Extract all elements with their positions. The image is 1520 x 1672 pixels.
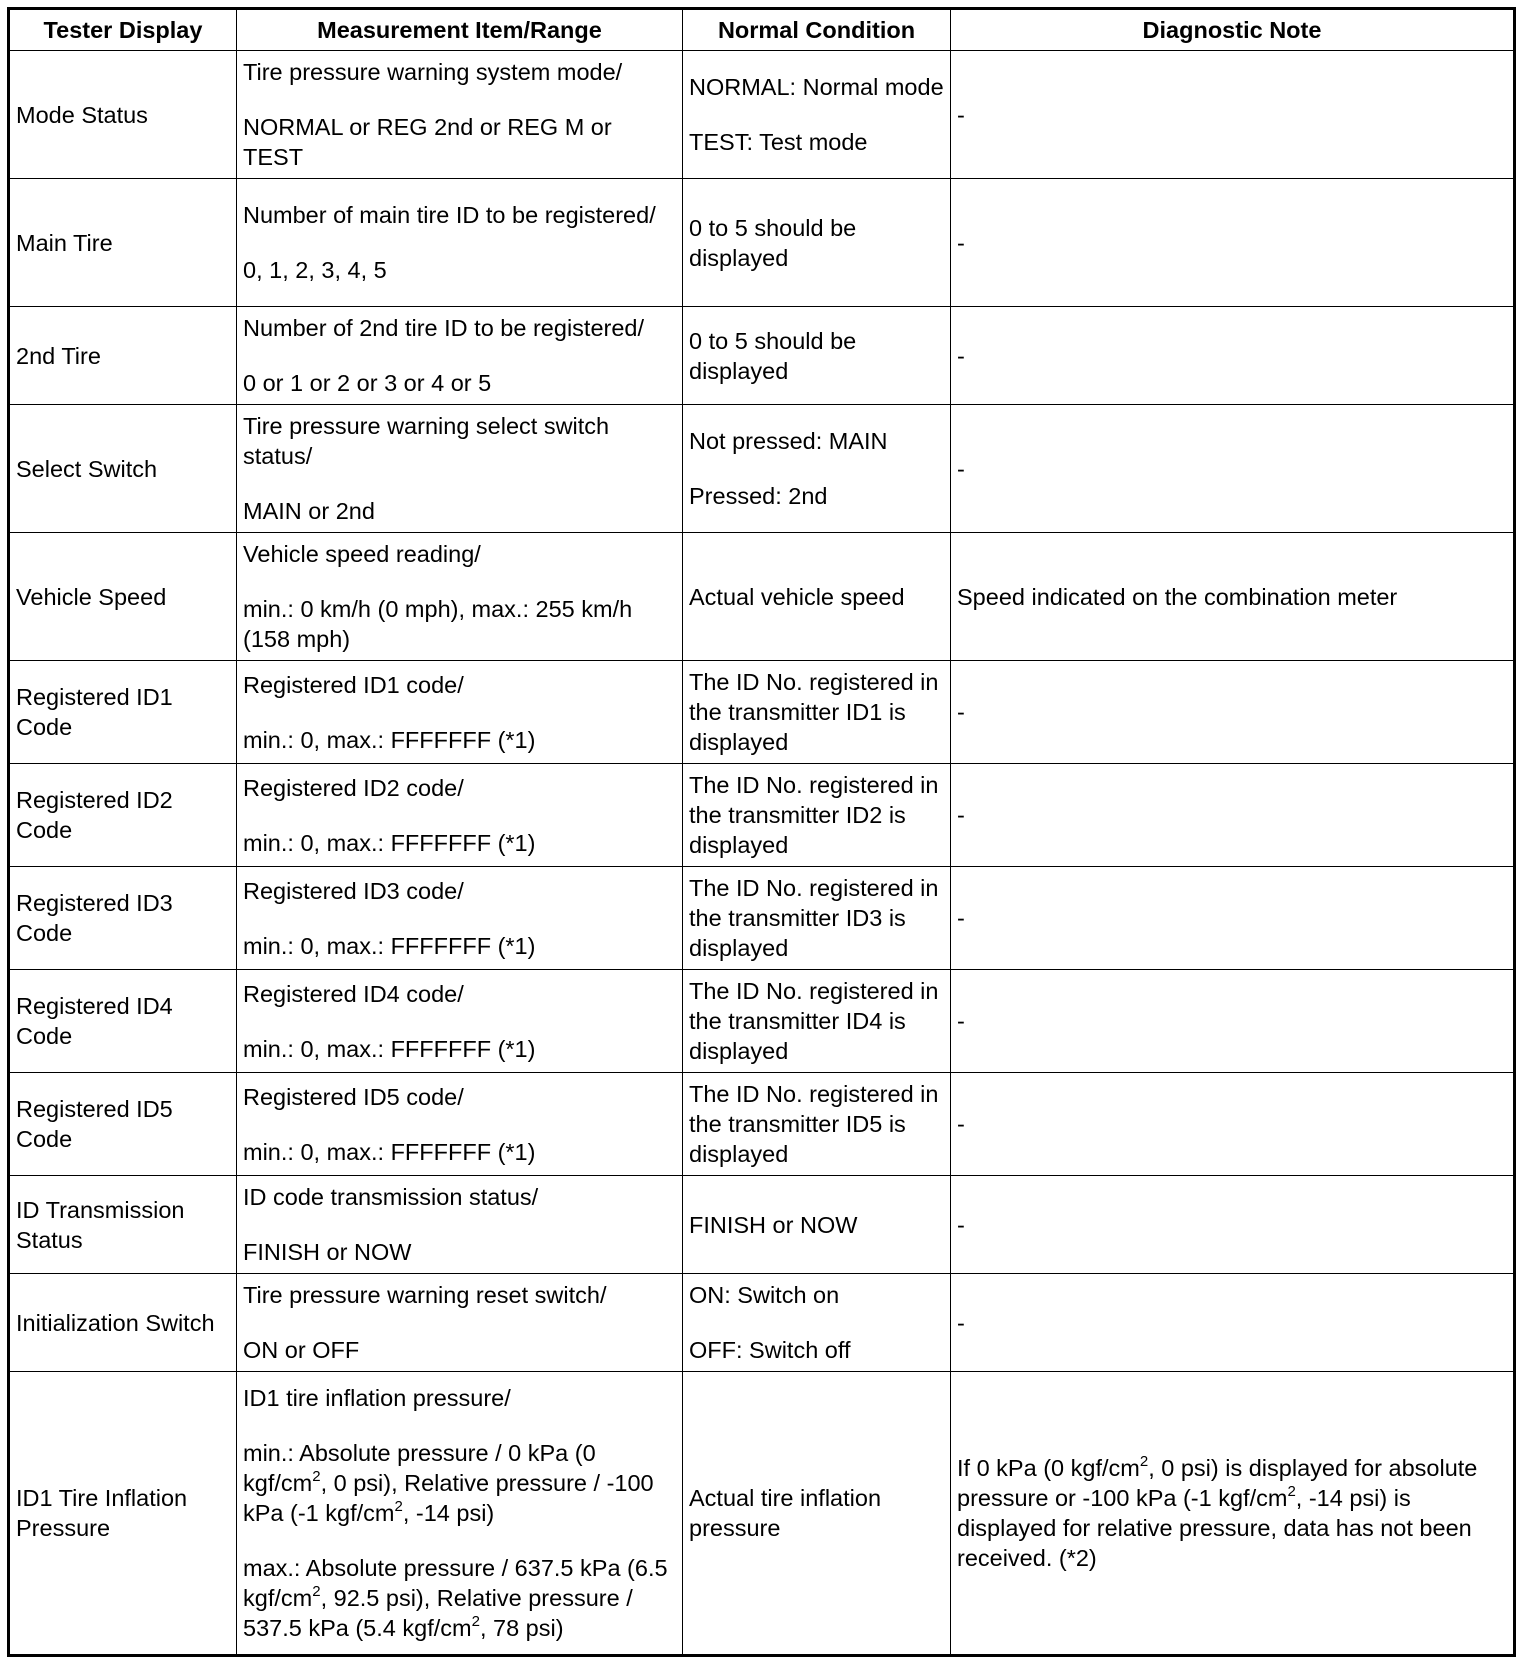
measurement-range: 0, 1, 2, 3, 4, 5 <box>243 257 387 283</box>
normal-condition-cell: Actual tire inflation pressure <box>683 1372 951 1656</box>
measurement-item-cell <box>237 51 683 179</box>
measurement-item-cell <box>237 307 683 405</box>
measurement-item-cell <box>237 1372 683 1656</box>
tester-display-cell: 2nd Tire <box>9 307 237 405</box>
normal-condition-cell <box>683 179 951 307</box>
measurement-item-label: ID code transmission status/ <box>243 1184 539 1210</box>
measurement-item-label: Tire pressure warning reset switch/ <box>243 1282 607 1308</box>
normal-condition-cell <box>683 1274 951 1372</box>
measurement-item-cell <box>237 1274 683 1372</box>
measurement-item-label: Registered ID4 code/ <box>243 980 464 1007</box>
diagnostic-note-cell: - <box>951 1176 1515 1274</box>
table-row <box>9 867 1515 970</box>
diagnostic-note-cell: Speed indicated on the combination meter <box>951 533 1515 661</box>
diagnostic-note-cell: - <box>951 179 1515 307</box>
normal-condition-cell <box>683 533 951 661</box>
measurement-item-label: Tire pressure warning system mode/ <box>243 59 623 85</box>
tester-display-cell: ID1 Tire Inflation Pressure <box>9 1372 237 1656</box>
diagnostic-note-cell: - <box>951 405 1515 533</box>
measurement-item-cell <box>237 661 683 764</box>
measurement-item-cell <box>237 405 683 533</box>
table-row <box>9 1372 1515 1656</box>
tester-display-cell: Registered ID2 Code <box>9 764 237 867</box>
measurement-item-label: Number of main tire ID to be registered/ <box>243 202 656 228</box>
normal-condition-cell <box>683 970 951 1073</box>
table-row <box>9 1274 1515 1372</box>
measurement-item-label: Registered ID3 code/ <box>243 877 464 904</box>
measurement-range: NORMAL or REG 2nd or REG M or TEST <box>243 114 612 170</box>
measurement-range: FINISH or NOW <box>243 1239 412 1265</box>
header-tester-display: Tester Display <box>9 9 237 51</box>
measurement-item-cell <box>237 1176 683 1274</box>
tester-display-cell: ID Transmission Status <box>9 1176 237 1274</box>
table-body <box>9 51 1515 1372</box>
measurement-range: MAIN or 2nd <box>243 498 375 524</box>
tester-display-cell: Initialization Switch <box>9 1274 237 1372</box>
diagnostic-note-cell: - <box>951 51 1515 179</box>
header-row <box>9 9 1515 51</box>
measurement-range: min.: 0, max.: FFFFFFF (*1) <box>243 1035 536 1062</box>
normal-condition-cell <box>683 867 951 970</box>
tester-display-cell: Mode Status <box>9 51 237 179</box>
normal-condition-text: The ID No. registered in the transmitter ID4 is displayed <box>689 978 939 1064</box>
normal-condition-text: FINISH or NOW <box>689 1211 858 1238</box>
table-row <box>9 533 1515 661</box>
measurement-range: min.: 0, max.: FFFFFFF (*1) <box>243 829 536 856</box>
measurement-item-cell <box>237 764 683 867</box>
normal-condition-text: ON: Switch on <box>689 1282 840 1308</box>
header-normal-condition: Normal Condition <box>683 9 951 51</box>
normal-condition-text: The ID No. registered in the transmitter ID3 is displayed <box>689 875 939 961</box>
diagnostic-note-cell: - <box>951 307 1515 405</box>
normal-condition-cell <box>683 764 951 867</box>
table-row <box>9 1073 1515 1176</box>
table-row <box>9 1176 1515 1274</box>
table-row <box>9 179 1515 307</box>
header-diagnostic-note: Diagnostic Note <box>951 9 1515 51</box>
diagnostic-note-cell: If 0 kPa (0 kgf/$cm^2$, 0 psi) is displayed for absolute pressure or -100 kPa (-1 kgf/$cm^2$, -14 psi) is displayed for relative pressure, data has not been received. (*2) <box>951 1372 1515 1656</box>
measurement-range: 0 or 1 or 2 or 3 or 4 or 5 <box>243 370 492 396</box>
measurement-item-label: Registered ID5 code/ <box>243 1083 464 1110</box>
normal-condition-cell <box>683 307 951 405</box>
normal-condition-text: Actual vehicle speed <box>689 583 905 610</box>
measurement-item-cell <box>237 867 683 970</box>
measurement-item-cell <box>237 970 683 1073</box>
measurement-item-cell <box>237 179 683 307</box>
spec-table-wrapper <box>7 7 1516 1657</box>
normal-condition-text: Not pressed: MAIN <box>689 428 888 454</box>
measurement-range: ON or OFF <box>243 1337 360 1363</box>
diagnostic-note-cell: - <box>951 970 1515 1073</box>
measurement-range: min.: 0 km/h (0 mph), max.: 255 km/h (158 mph) <box>243 596 633 652</box>
measurement-item-label: Tire pressure warning select switch status/ <box>243 413 610 469</box>
measurement-range: min.: 0, max.: FFFFFFF (*1) <box>243 1138 536 1165</box>
table-row <box>9 661 1515 764</box>
normal-condition-text: The ID No. registered in the transmitter ID5 is displayed <box>689 1081 939 1167</box>
measurement-item-label: Number of 2nd tire ID to be registered/ <box>243 315 645 341</box>
measurement-max-range: max.: Absolute pressure / 637.5 kPa (6.5 kgf/$cm^2$, 92.5 psi), Relative pressure / 537.5 kPa (5.4 kgf/$cm^2$, 78 psi) <box>243 1555 668 1641</box>
normal-condition-text: The ID No. registered in the transmitter ID2 is displayed <box>689 772 939 858</box>
measurement-range: min.: 0, max.: FFFFFFF (*1) <box>243 726 536 753</box>
measurement-min-range: min.: Absolute pressure / 0 kPa (0 kgf/$cm^2$, 0 psi), Relative pressure / -100 kPa (-1 kgf/$cm^2$, -14 psi) <box>243 1440 654 1526</box>
tester-display-cell: Registered ID4 Code <box>9 970 237 1073</box>
normal-condition-cell <box>683 51 951 179</box>
measurement-item-label: ID1 tire inflation pressure/ <box>243 1385 511 1411</box>
data-list-table <box>7 7 1516 1657</box>
measurement-range: min.: 0, max.: FFFFFFF (*1) <box>243 932 536 959</box>
measurement-item-cell <box>237 1073 683 1176</box>
diagnostic-note-cell: - <box>951 867 1515 970</box>
diagnostic-note-cell: - <box>951 661 1515 764</box>
table-row <box>9 764 1515 867</box>
measurement-item-label: Registered ID1 code/ <box>243 671 464 698</box>
measurement-item-label: Registered ID2 code/ <box>243 774 464 801</box>
table-row <box>9 307 1515 405</box>
normal-condition-text: 0 to 5 should be displayed <box>689 327 857 384</box>
normal-condition-cell <box>683 1176 951 1274</box>
table-row <box>9 405 1515 533</box>
measurement-item-cell <box>237 533 683 661</box>
table-row <box>9 51 1515 179</box>
normal-condition-text: TEST: Test mode <box>689 129 868 155</box>
tester-display-cell: Registered ID5 Code <box>9 1073 237 1176</box>
normal-condition-text: The ID No. registered in the transmitter ID1 is displayed <box>689 669 939 755</box>
normal-condition-text: 0 to 5 should be displayed <box>689 214 857 271</box>
tester-display-cell: Registered ID1 Code <box>9 661 237 764</box>
normal-condition-text: Pressed: 2nd <box>689 483 828 509</box>
diagnostic-note-cell: - <box>951 1073 1515 1176</box>
diagnostic-note-cell: - <box>951 764 1515 867</box>
table-row <box>9 970 1515 1073</box>
normal-condition-text: OFF: Switch off <box>689 1337 851 1363</box>
normal-condition-cell <box>683 1073 951 1176</box>
normal-condition-cell <box>683 405 951 533</box>
tester-display-cell: Main Tire <box>9 179 237 307</box>
tester-display-cell: Select Switch <box>9 405 237 533</box>
header-measurement-item: Measurement Item/Range <box>237 9 683 51</box>
measurement-item-label: Vehicle speed reading/ <box>243 541 481 567</box>
tester-display-cell: Registered ID3 Code <box>9 867 237 970</box>
normal-condition-cell <box>683 661 951 764</box>
normal-condition-text: NORMAL: Normal mode <box>689 74 944 100</box>
diagnostic-note-cell: - <box>951 1274 1515 1372</box>
tester-display-cell: Vehicle Speed <box>9 533 237 661</box>
